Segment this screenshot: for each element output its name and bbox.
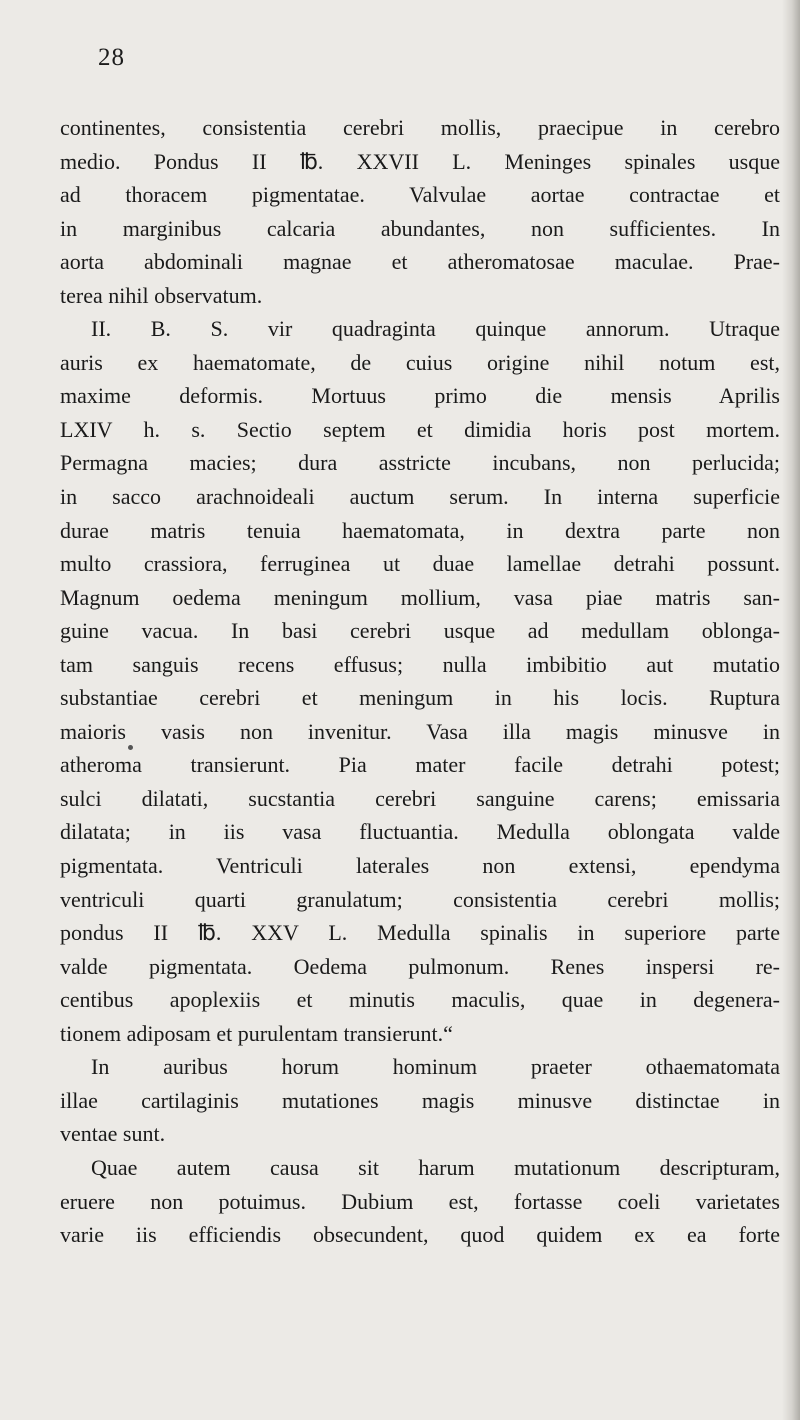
text-line: in marginibus calcaria abundantes, non sufficientes. In xyxy=(60,215,780,241)
text-line: eruere non potuimus. Dubium est, fortasse coeli varietates xyxy=(60,1188,780,1214)
text-line: Quae autem causa sit harum mutationum descripturam, xyxy=(91,1154,780,1180)
text-line: continentes, consistentia cerebri mollis, praecipue in cerebro xyxy=(60,115,780,140)
text-line: dilatata; in iis vasa fluctuantia. Medulla oblongata valde xyxy=(60,819,780,845)
text-line: II. B. S. vir quadraginta quinque annorum. Utraque xyxy=(91,316,780,342)
body-text xyxy=(60,111,780,1252)
ink-speck xyxy=(128,745,133,750)
text-line: ventriculi quarti granulatum; consistentia cerebri mollis; xyxy=(60,886,780,912)
text-line: maioris vasis non invenitur. Vasa illa magis minusve in xyxy=(60,718,780,744)
text-line: pigmentata. Ventriculi laterales non extensi, ependyma xyxy=(60,853,780,879)
text-line: illae cartilaginis mutationes magis minusve distinctae in xyxy=(60,1087,780,1113)
text-line: sulci dilatati, sucstantia cerebri sanguine carens; emissaria xyxy=(60,785,780,811)
text-line: terea nihil observatum. xyxy=(60,282,263,308)
text-line: ventae sunt. xyxy=(60,1121,166,1147)
text-line: Permagna macies; dura asstricte incubans, non perlucida; xyxy=(60,450,780,476)
text-line: substantiae cerebri et meningum in his locis. Ruptura xyxy=(60,685,780,711)
text-line: centibus apoplexiis et minutis maculis, quae in degenera- xyxy=(60,987,780,1013)
text-line: In auribus horum hominum praeter othaematomata xyxy=(91,1054,780,1080)
text-line: auris ex haematomate, de cuius origine nihil notum est, xyxy=(60,349,780,375)
text-line: multo crassiora, ferruginea ut duae lamellae detrahi possunt. xyxy=(60,551,780,577)
text-line: aorta abdominali magnae et atheromatosae maculae. Prae- xyxy=(60,249,780,275)
text-line: valde pigmentata. Oedema pulmonum. Renes inspersi re- xyxy=(60,953,780,979)
page-edge-shadow xyxy=(782,0,800,1420)
text-line: tionem adiposam et purulentam transierunt.“ xyxy=(60,1020,453,1046)
text-line: medio. Pondus II ℔. XXVII L. Meninges spinales usque xyxy=(60,148,780,174)
text-line: pondus II ℔. XXV L. Medulla spinalis in superiore parte xyxy=(60,920,780,946)
text-line: in sacco arachnoideali auctum serum. In interna superficie xyxy=(60,484,780,510)
text-line: durae matris tenuia haematomata, in dextra parte non xyxy=(60,517,780,543)
text-line: varie iis efficiendis obsecundent, quod quidem ex ea forte xyxy=(60,1222,780,1248)
text-line: ad thoracem pigmentatae. Valvulae aortae contractae et xyxy=(60,182,780,208)
text-line: guine vacua. In basi cerebri usque ad medullam oblonga- xyxy=(60,618,780,644)
page-number: 28 xyxy=(98,44,125,71)
text-line: LXIV h. s. Sectio septem et dimidia horis post mortem. xyxy=(60,416,780,442)
text-line: maxime deformis. Mortuus primo die mensis Aprilis xyxy=(60,383,780,409)
text-line: Magnum oedema meningum mollium, vasa piae matris san- xyxy=(60,584,780,610)
text-line: tam sanguis recens effusus; nulla imbibitio aut mutatio xyxy=(60,651,780,677)
text-line: atheroma transierunt. Pia mater facile detrahi potest; xyxy=(60,752,780,778)
